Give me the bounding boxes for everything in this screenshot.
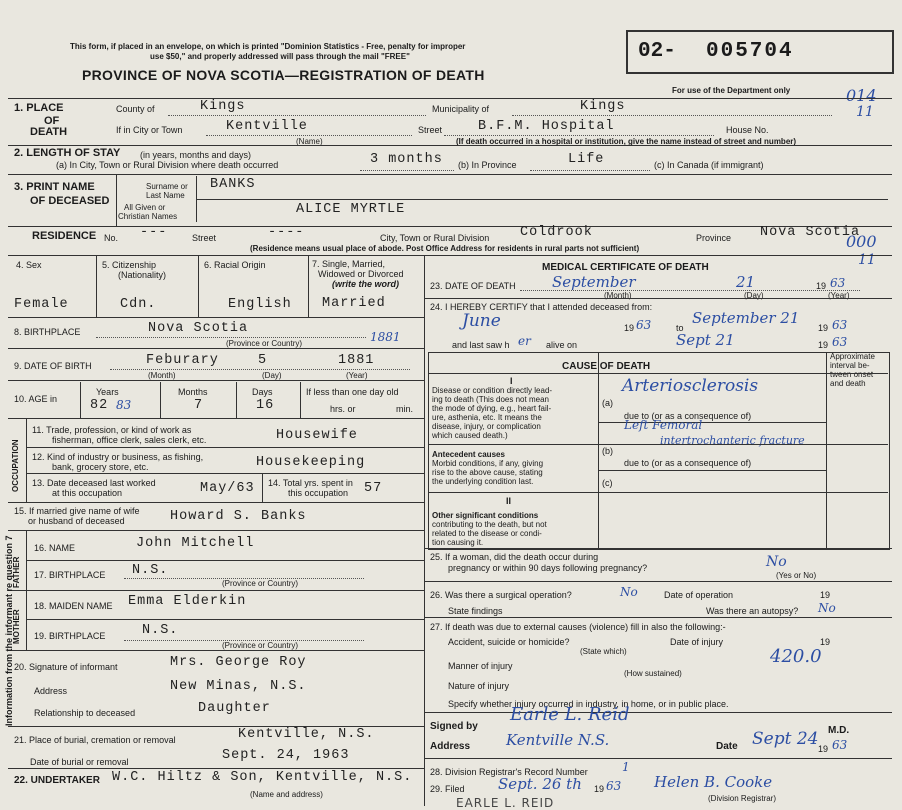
code-420: 420.0 xyxy=(770,646,822,667)
burial-date-label: Date of burial or removal xyxy=(30,757,129,767)
mail-notice-line-1: This form, if placed in an envelope, on which is printed "Dominion Statistics - Free, penalty for improper xyxy=(70,42,466,51)
mother-maiden-value: Emma Elderkin xyxy=(128,594,247,609)
cause-b-value-1: Left Femoral xyxy=(624,418,703,432)
surname-label: Surname or xyxy=(146,182,188,191)
marital-label-b: Widowed or Divorced xyxy=(318,269,404,279)
dept-code-2: 11 xyxy=(856,104,874,120)
disease-label-4: ure, asthenia, etc. It means the xyxy=(432,413,542,422)
spouse-value: Howard S. Banks xyxy=(170,509,307,524)
state-findings-label: State findings xyxy=(448,606,503,616)
mother-birthplace-label: 19. BIRTHPLACE xyxy=(34,631,106,641)
stay-province-label: (b) In Province xyxy=(458,160,517,170)
stay-province-value: Life xyxy=(568,152,605,167)
spouse-label-b: or husband of deceased xyxy=(28,516,125,526)
footer-handwritten-name: EARLE L. REID xyxy=(456,796,555,810)
years-spent-label-b: this occupation xyxy=(288,488,349,498)
dept-code-4: 11 xyxy=(858,252,876,268)
specify-label: Specify whether injury occurred in industry, in home, or in public place. xyxy=(448,699,729,709)
dob-year-correction: 1881 xyxy=(370,330,401,344)
field-2-sublabel: (in years, months and days) xyxy=(140,150,252,160)
field-3-label-b: OF DECEASED xyxy=(30,195,110,207)
certify-label: 24. I HEREBY CERTIFY that I attended deceased from: xyxy=(430,302,653,312)
industry-label: 12. Kind of industry or business, as fishing, xyxy=(32,452,204,462)
disease-label-2: ing to death (This does not mean xyxy=(432,395,549,404)
marital-value: Married xyxy=(322,296,386,311)
city-value: Kentville xyxy=(226,119,308,134)
md-date-label: Date xyxy=(716,741,738,752)
antecedent-label-1: Antecedent causes xyxy=(432,450,505,459)
record-number-value: 1 xyxy=(622,760,630,774)
md-address-value: Kentville N.S. xyxy=(506,731,610,749)
pregnancy-label: 25. If a woman, did the death occur during xyxy=(430,552,599,562)
age-years-label: Years xyxy=(96,387,119,397)
accident-label: Accident, suicide or homicide? xyxy=(448,637,570,647)
informant-address-label: Address xyxy=(34,686,68,696)
md-label: M.D. xyxy=(828,725,850,736)
approx-label-3: tween onset xyxy=(830,370,874,379)
death-month-sublabel: (Month) xyxy=(604,291,632,300)
surgery-value: No xyxy=(620,585,638,599)
stay-canada-label: (c) In Canada (if immigrant) xyxy=(654,160,764,170)
other-label-4: tion causing it. xyxy=(432,538,484,547)
other-label-1: Other significant conditions xyxy=(432,511,539,520)
years-spent-value: 57 xyxy=(364,481,383,496)
external-causes-label: 27. If death was due to external causes (violence) fill in also the following:- xyxy=(430,622,726,632)
due-to-label-2: due to (or as a consequence of) xyxy=(624,458,752,468)
residence-province-value: Nova Scotia xyxy=(760,225,861,240)
surname-value: BANKS xyxy=(210,177,256,192)
stay-city-value: 3 months xyxy=(370,152,443,167)
death-month-value: September xyxy=(552,273,636,291)
field-1-label-c: DEATH xyxy=(30,126,68,138)
residence-city-label: City, Town or Rural Division xyxy=(380,233,490,243)
disease-label-5: disease, injury, or complication xyxy=(432,422,541,431)
citizenship-sublabel: (Nationality) xyxy=(118,270,167,280)
field-3-label: 3. PRINT NAME xyxy=(14,181,95,193)
dept-code-3: 000 xyxy=(846,232,877,251)
less-than-day-label: If less than one day old xyxy=(306,387,399,397)
death-year-prefix: 19 xyxy=(816,281,827,291)
given-names-value: ALICE MYRTLE xyxy=(296,202,406,217)
given-label: All Given or xyxy=(124,203,166,212)
father-side-label: FATHER xyxy=(12,556,21,588)
death-year-sublabel: (Year) xyxy=(828,291,850,300)
marital-label-c: (write the word) xyxy=(332,279,399,289)
part-i-label: I xyxy=(510,376,513,386)
attend-to-value: September 21 xyxy=(692,309,800,327)
residence-no-label: No. xyxy=(104,233,119,243)
cause-a-label: (a) xyxy=(602,398,613,408)
father-birthplace-label: 17. BIRTHPLACE xyxy=(34,570,106,580)
street-label: Street xyxy=(418,125,443,135)
spouse-label: 15. If married give name of wife xyxy=(14,506,140,516)
attend-from-value: June xyxy=(462,311,501,331)
last-worked-label: 13. Date deceased last worked xyxy=(32,478,156,488)
age-years-correction: 83 xyxy=(116,398,132,412)
street-value: B.F.M. Hospital xyxy=(478,119,615,134)
relationship-value: Daughter xyxy=(198,701,271,716)
dob-year-sublabel: (Year) xyxy=(346,371,368,380)
death-day-value: 21 xyxy=(736,273,756,291)
residence-no-value: --- xyxy=(140,225,168,240)
house-no-label: House No. xyxy=(726,125,769,135)
disease-label-1: Disease or condition directly lead- xyxy=(432,386,553,395)
mother-birthplace-sublabel: (Province or Country) xyxy=(222,641,299,650)
surgery-label: 26. Was there a surgical operation? xyxy=(430,590,572,600)
birthplace-value: Nova Scotia xyxy=(148,321,249,336)
last-saw-label: and last saw h xyxy=(452,340,510,350)
municipality-label: Municipality of xyxy=(432,104,490,114)
filed-year: 63 xyxy=(606,779,622,793)
municipality-value: Kings xyxy=(580,99,626,114)
md-date-value: Sept 24 xyxy=(752,729,819,749)
citizenship-value: Cdn. xyxy=(120,297,157,312)
age-label: 10. AGE in xyxy=(14,394,58,404)
cause-a-value: Arteriosclerosis xyxy=(622,376,759,396)
stay-city-label: (a) In City, Town or Rural Division where death occurred xyxy=(56,160,279,170)
last-worked-value: May/63 xyxy=(200,481,255,496)
undertaker-label: 22. UNDERTAKER xyxy=(14,775,100,786)
father-name-value: John Mitchell xyxy=(136,536,255,551)
last-saw-date: Sept 21 xyxy=(676,331,735,349)
state-which-sublabel: (State which) xyxy=(580,647,627,656)
filed-19: 19 xyxy=(594,784,605,794)
informant-value: Mrs. George Roy xyxy=(170,655,307,670)
mother-side-label: MOTHER xyxy=(12,609,21,644)
residence-province-label: Province xyxy=(696,233,732,243)
undertaker-sublabel: (Name and address) xyxy=(250,790,323,799)
field-1-label-b: OF xyxy=(44,115,60,127)
sex-label: 4. Sex xyxy=(16,260,42,270)
op-date-label: Date of operation xyxy=(664,590,734,600)
occupation-side-label: OCCUPATION xyxy=(11,439,20,492)
marital-label: 7. Single, Married, xyxy=(312,259,386,269)
occupation-value: Housewife xyxy=(276,428,358,443)
alive-on-label: alive on xyxy=(546,340,578,350)
informant-side-text: Information from the informant re question 7 xyxy=(4,535,14,726)
age-months-label: Months xyxy=(178,387,208,397)
date-of-death-label: 23. DATE OF DEATH xyxy=(430,281,516,291)
sex-value: Female xyxy=(14,297,69,312)
division-registrar-sublabel: (Division Registrar) xyxy=(708,794,777,803)
attend-to-label: to xyxy=(676,323,684,333)
age-years-value: 82 xyxy=(90,398,109,413)
city-label: If in City or Town xyxy=(116,125,183,135)
hrs-label: hrs. or xyxy=(330,404,356,414)
mother-birthplace-value: N.S. xyxy=(142,623,179,638)
injury-date-label: Date of injury xyxy=(670,637,724,647)
attend-from-year: 63 xyxy=(636,318,652,332)
county-value: Kings xyxy=(200,99,246,114)
residence-city-value: Coldrook xyxy=(520,225,593,240)
last-saw-suffix: er xyxy=(518,334,531,348)
dept-code-1: 014 xyxy=(846,86,877,105)
burial-place-label: 21. Place of burial, cremation or removal xyxy=(14,735,176,745)
disease-label-6: which caused death.) xyxy=(432,431,508,440)
md-date-year: 63 xyxy=(832,738,848,752)
burial-date-value: Sept. 24, 1963 xyxy=(222,748,350,763)
occupation-label: 11. Trade, profession, or kind of work as xyxy=(32,425,192,435)
birthplace-label: 8. BIRTHPLACE xyxy=(14,327,81,337)
filed-label: 29. Filed xyxy=(430,784,465,794)
nature-label: Nature of injury xyxy=(448,681,510,691)
approx-label-2: interval be- xyxy=(830,361,870,370)
age-days-label: Days xyxy=(252,387,273,397)
md-address-label: Address xyxy=(430,741,471,752)
residence-street-value: ---- xyxy=(268,225,305,240)
registrar-signature: Helen B. Cooke xyxy=(654,773,773,791)
mother-maiden-label: 18. MAIDEN NAME xyxy=(34,601,113,611)
undertaker-value: W.C. Hiltz & Son, Kentville, N.S. xyxy=(112,770,413,785)
min-label: min. xyxy=(396,404,414,414)
dob-month-value: Feburary xyxy=(146,353,219,368)
medical-certificate-title: MEDICAL CERTIFICATE OF DEATH xyxy=(542,262,709,273)
attend-to-year: 63 xyxy=(832,318,848,332)
antecedent-label-4: the underlying condition last. xyxy=(432,477,534,486)
last-saw-19: 19 xyxy=(818,340,829,350)
registration-number: 005704 xyxy=(706,40,794,63)
years-spent-label: 14. Total yrs. spent in xyxy=(268,478,353,488)
cause-b-value-2: intertrochanteric fracture xyxy=(660,434,805,447)
attend-to-19: 19 xyxy=(818,323,829,333)
disease-label-3: the mode of dying, e.g., heart fail- xyxy=(432,404,552,413)
hospital-note: (If death occurred in a hospital or institution, give the name instead of street and number) xyxy=(456,137,797,146)
informant-label: 20. Signature of informant xyxy=(14,662,118,672)
industry-value: Housekeeping xyxy=(256,455,366,470)
father-birthplace-value: N.S. xyxy=(132,563,169,578)
how-sublabel: (How sustained) xyxy=(624,669,682,678)
record-number-label: 28. Division Registrar's Record Number xyxy=(430,767,588,777)
death-day-sublabel: (Day) xyxy=(744,291,764,300)
residence-label: RESIDENCE xyxy=(32,230,97,242)
father-birthplace-sublabel: (Province or Country) xyxy=(222,579,299,588)
form-title: PROVINCE OF NOVA SCOTIA—REGISTRATION OF DEATH xyxy=(82,67,485,83)
dob-day-value: 5 xyxy=(258,353,268,368)
physician-signature: Earle L. Reid xyxy=(510,704,630,725)
mail-notice-line-2: use $50," and properly addressed will pass through the mail "FREE" xyxy=(150,52,410,61)
pregnancy-label-b: pregnancy or within 90 days following pregnancy? xyxy=(448,563,648,573)
department-use-label: For use of the Department only xyxy=(672,86,791,95)
md-date-19: 19 xyxy=(818,744,829,754)
relationship-label: Relationship to deceased xyxy=(34,708,136,718)
manner-label: Manner of injury xyxy=(448,661,513,671)
field-1-label: 1. PLACE xyxy=(14,102,64,114)
racial-origin-label: 6. Racial Origin xyxy=(204,260,266,270)
yes-no-sublabel: (Yes or No) xyxy=(776,571,817,580)
approx-label-4: and death xyxy=(830,379,866,388)
other-label-3: related to the disease or condi- xyxy=(432,529,542,538)
antecedent-label-2: Morbid conditions, if any, giving xyxy=(432,459,544,468)
county-label: County of xyxy=(116,104,155,114)
approx-label: Approximate xyxy=(830,352,875,361)
surname-label-2: Last Name xyxy=(146,191,185,200)
pregnancy-value: No xyxy=(766,554,787,570)
dob-day-sublabel: (Day) xyxy=(262,371,282,380)
due-to-label-1: due to (or as a consequence of) xyxy=(624,411,752,421)
part-ii-label: II xyxy=(506,496,512,506)
age-months-value: 7 xyxy=(194,398,204,413)
age-days-value: 16 xyxy=(256,398,275,413)
injury-date-19: 19 xyxy=(820,637,831,647)
cause-c-label: (c) xyxy=(602,478,613,488)
attend-from-19: 19 xyxy=(624,323,635,333)
registration-number-box xyxy=(626,30,894,74)
cause-title: CAUSE OF DEATH xyxy=(562,361,651,372)
field-2-label: 2. LENGTH OF STAY xyxy=(14,147,121,159)
filed-date-value: Sept. 26 th xyxy=(498,775,582,793)
racial-origin-value: English xyxy=(228,297,292,312)
last-saw-year: 63 xyxy=(832,335,848,349)
other-label-2: contributing to the death, but not xyxy=(432,520,547,529)
city-name-sublabel: (Name) xyxy=(296,137,323,146)
op-date-19: 19 xyxy=(820,590,831,600)
informant-address-value: New Minas, N.S. xyxy=(170,679,307,694)
death-year-value: 63 xyxy=(830,276,846,290)
burial-place-value: Kentville, N.S. xyxy=(238,727,375,742)
residence-street-label: Street xyxy=(192,233,217,243)
autopsy-label: Was there an autopsy? xyxy=(706,606,799,616)
last-worked-label-b: at this occupation xyxy=(52,488,123,498)
autopsy-value: No xyxy=(818,601,836,615)
dob-month-sublabel: (Month) xyxy=(148,371,176,380)
cause-b-label: (b) xyxy=(602,446,613,456)
industry-label-b: bank, grocery store, etc. xyxy=(52,462,149,472)
residence-note: (Residence means usual place of abode. Post Office Address for residents in rural parts not sufficient) xyxy=(250,244,640,253)
signed-by-label: Signed by xyxy=(430,721,478,732)
dob-label: 9. DATE OF BIRTH xyxy=(14,361,92,371)
occupation-label-b: fisherman, office clerk, sales clerk, etc. xyxy=(52,435,207,445)
dob-year-value: 1881 xyxy=(338,353,375,368)
given-label-2: Christian Names xyxy=(118,212,178,221)
father-name-label: 16. NAME xyxy=(34,543,76,553)
antecedent-label-3: rise to the above cause, stating xyxy=(432,468,543,477)
citizenship-label: 5. Citizenship xyxy=(102,260,157,270)
registration-prefix: 02- xyxy=(638,40,676,63)
birthplace-sublabel: (Province or Country) xyxy=(226,339,303,348)
